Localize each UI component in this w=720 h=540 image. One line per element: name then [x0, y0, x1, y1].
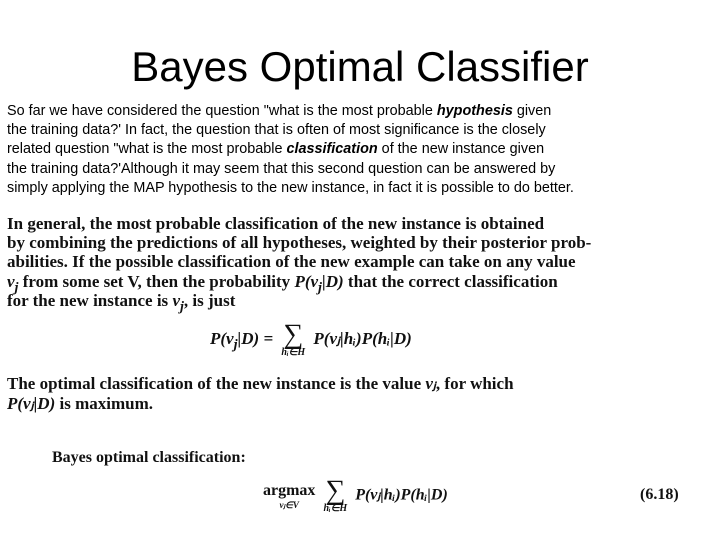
math-prob-end: |D) — [321, 271, 344, 291]
book-text: is maximum. — [55, 394, 153, 413]
book-text: , for which — [435, 374, 514, 393]
book-text: for the new instance is — [7, 290, 173, 310]
intro-line-4: the training data?'Although it may seem that this second question can be answered by — [7, 160, 556, 177]
intro-emphasis-hypothesis: hypothesis — [436, 103, 513, 119]
eq1-rhs: P(vⱼ|hᵢ)P(hᵢ|D) — [313, 328, 412, 348]
intro-line-2: the training data?' In fact, the question that is often of most significance is the closely — [7, 122, 546, 139]
intro-text: given — [512, 103, 552, 119]
book-text: , is just — [183, 290, 236, 310]
math-v: v — [7, 271, 15, 291]
book-line-7 — [7, 394, 707, 414]
intro-text: of the new instance given — [377, 141, 545, 158]
bayes-optimal-heading: Bayes optimal classification: — [52, 449, 246, 466]
math-sub: j — [318, 278, 322, 295]
argmax-subscript: vⱼ∈V — [279, 500, 299, 510]
book-line-6 — [7, 374, 707, 394]
equation-posterior-classification — [210, 319, 412, 358]
math-vj: vⱼ — [425, 374, 436, 393]
argmax-operator — [263, 482, 315, 510]
argmax-label: argmax — [263, 482, 316, 499]
book-excerpt-paragraph-1 — [7, 214, 707, 315]
summation-subscript: hᵢ∈H — [281, 347, 306, 358]
intro-line-1 — [7, 102, 717, 121]
equation-bayes-optimal — [263, 475, 448, 514]
eq2-rhs: P(vⱼ|hᵢ)P(hᵢ|D) — [355, 486, 448, 504]
math-prob: P(v — [294, 271, 319, 291]
eq1-lhs-sub: j — [233, 336, 238, 353]
summation-symbol: ∑ hᵢ∈H — [281, 319, 306, 358]
book-excerpt-paragraph-2 — [7, 374, 707, 414]
math-sub: j — [14, 278, 19, 295]
math-prob: P(vⱼ|D) — [7, 394, 56, 413]
book-text: The optimal classification of the new instance is the value — [7, 374, 426, 393]
intro-text: So far we have considered the question "what is the most probable — [7, 103, 437, 119]
book-text: that the correct classification — [343, 271, 558, 291]
math-sub: j — [179, 298, 184, 315]
book-line-2: by combining the predictions of all hypotheses, weighted by their posterior prob- — [7, 233, 592, 253]
book-text: from some set V, then the probability — [18, 271, 295, 291]
intro-line-5: simply applying the MAP hypothesis to the new instance, in fact it is possible to do better. — [7, 179, 574, 196]
intro-text: related question "what is the most probable — [7, 141, 287, 158]
intro-emphasis-classification: classification — [286, 141, 378, 158]
summation-symbol: ∑ hᵢ∈H — [323, 475, 348, 514]
book-line-3: abilities. If the possible classification of the new example can take on any value — [7, 252, 576, 272]
book-line-4 — [7, 271, 707, 295]
equation-number: (6.18) — [640, 486, 679, 503]
summation-subscript: hᵢ∈H — [323, 503, 348, 514]
slide-title: Bayes Optimal Classifier — [131, 43, 589, 90]
eq1-lhs: P(v — [210, 328, 234, 348]
intro-paragraph — [7, 102, 717, 198]
eq1-lhs-end: |D) = — [237, 328, 274, 348]
math-v: v — [172, 290, 180, 310]
book-line-5 — [7, 290, 707, 315]
book-line-1: In general, the most probable classification of the new instance is obtained — [7, 214, 545, 233]
intro-line-3 — [7, 140, 717, 159]
